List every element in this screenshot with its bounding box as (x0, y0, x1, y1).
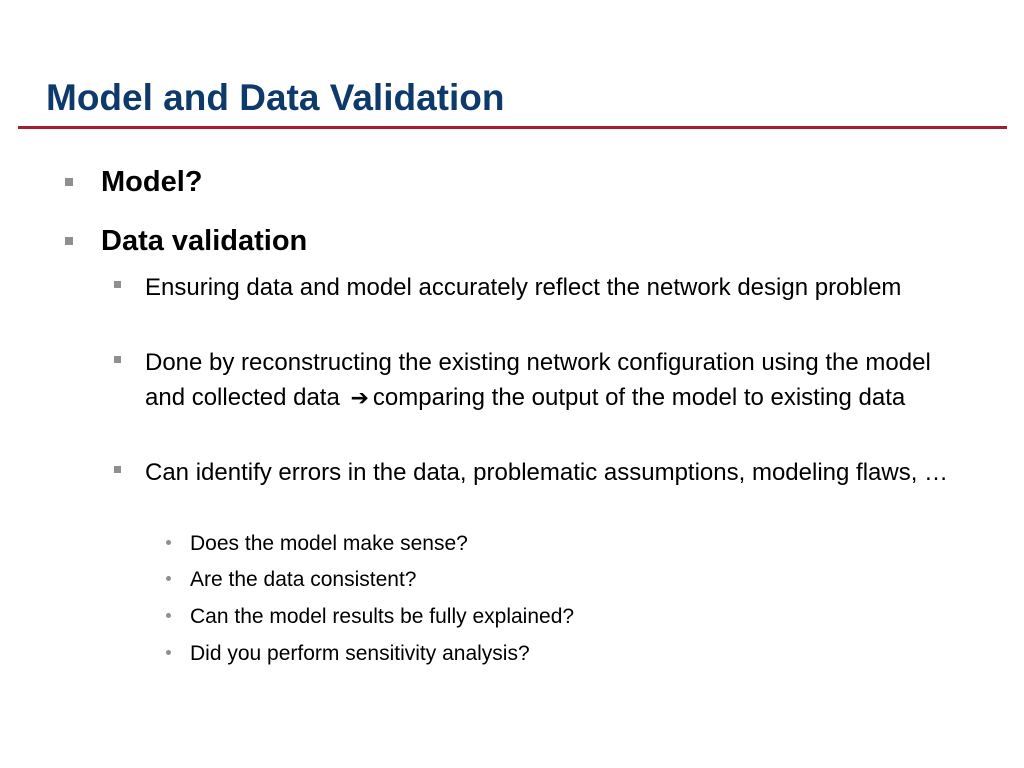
bullet-data-validation-text: Data validation (101, 225, 308, 257)
bullet-model-text: Model? (101, 166, 203, 198)
square-bullet-icon (114, 281, 121, 288)
square-bullet-icon (65, 237, 73, 245)
right-arrow-icon: ➔ (350, 386, 369, 411)
question-item (166, 567, 926, 593)
square-bullet-icon (114, 466, 121, 473)
question-item (166, 604, 926, 630)
subbullet-done-by-text (145, 345, 955, 416)
square-bullet-icon (114, 356, 121, 363)
bullet-data-validation (65, 224, 965, 260)
dot-bullet-icon (166, 576, 171, 581)
subbullet-done-by (114, 345, 954, 450)
question-text: Can the model results be fully explained? (190, 605, 575, 628)
question-text: Are the data consistent? (190, 568, 417, 591)
done-by-text-before: Done by reconstructing the existing network configuration using the model and collected data (145, 349, 931, 411)
square-bullet-icon (65, 178, 73, 186)
question-text: Does the model make sense? (190, 532, 468, 555)
bullet-model (65, 165, 965, 201)
title-underline (18, 126, 1007, 129)
done-by-text-after: comparing the output of the model to existing data (372, 384, 906, 411)
question-item (166, 641, 926, 667)
subbullet-can-identify (114, 455, 954, 525)
slide-title: Model and Data Validation (46, 77, 505, 118)
question-text: Did you perform sensitivity analysis? (190, 642, 530, 665)
dot-bullet-icon (166, 650, 171, 655)
question-item (166, 531, 926, 557)
dot-bullet-icon (166, 540, 171, 545)
subbullet-can-identify-text: Can identify errors in the data, problematic assumptions, modeling flaws, … (145, 459, 949, 486)
subbullet-ensuring-text: Ensuring data and model accurately reflect the network design problem (145, 274, 902, 301)
subbullet-ensuring (114, 270, 954, 340)
dot-bullet-icon (166, 613, 171, 618)
